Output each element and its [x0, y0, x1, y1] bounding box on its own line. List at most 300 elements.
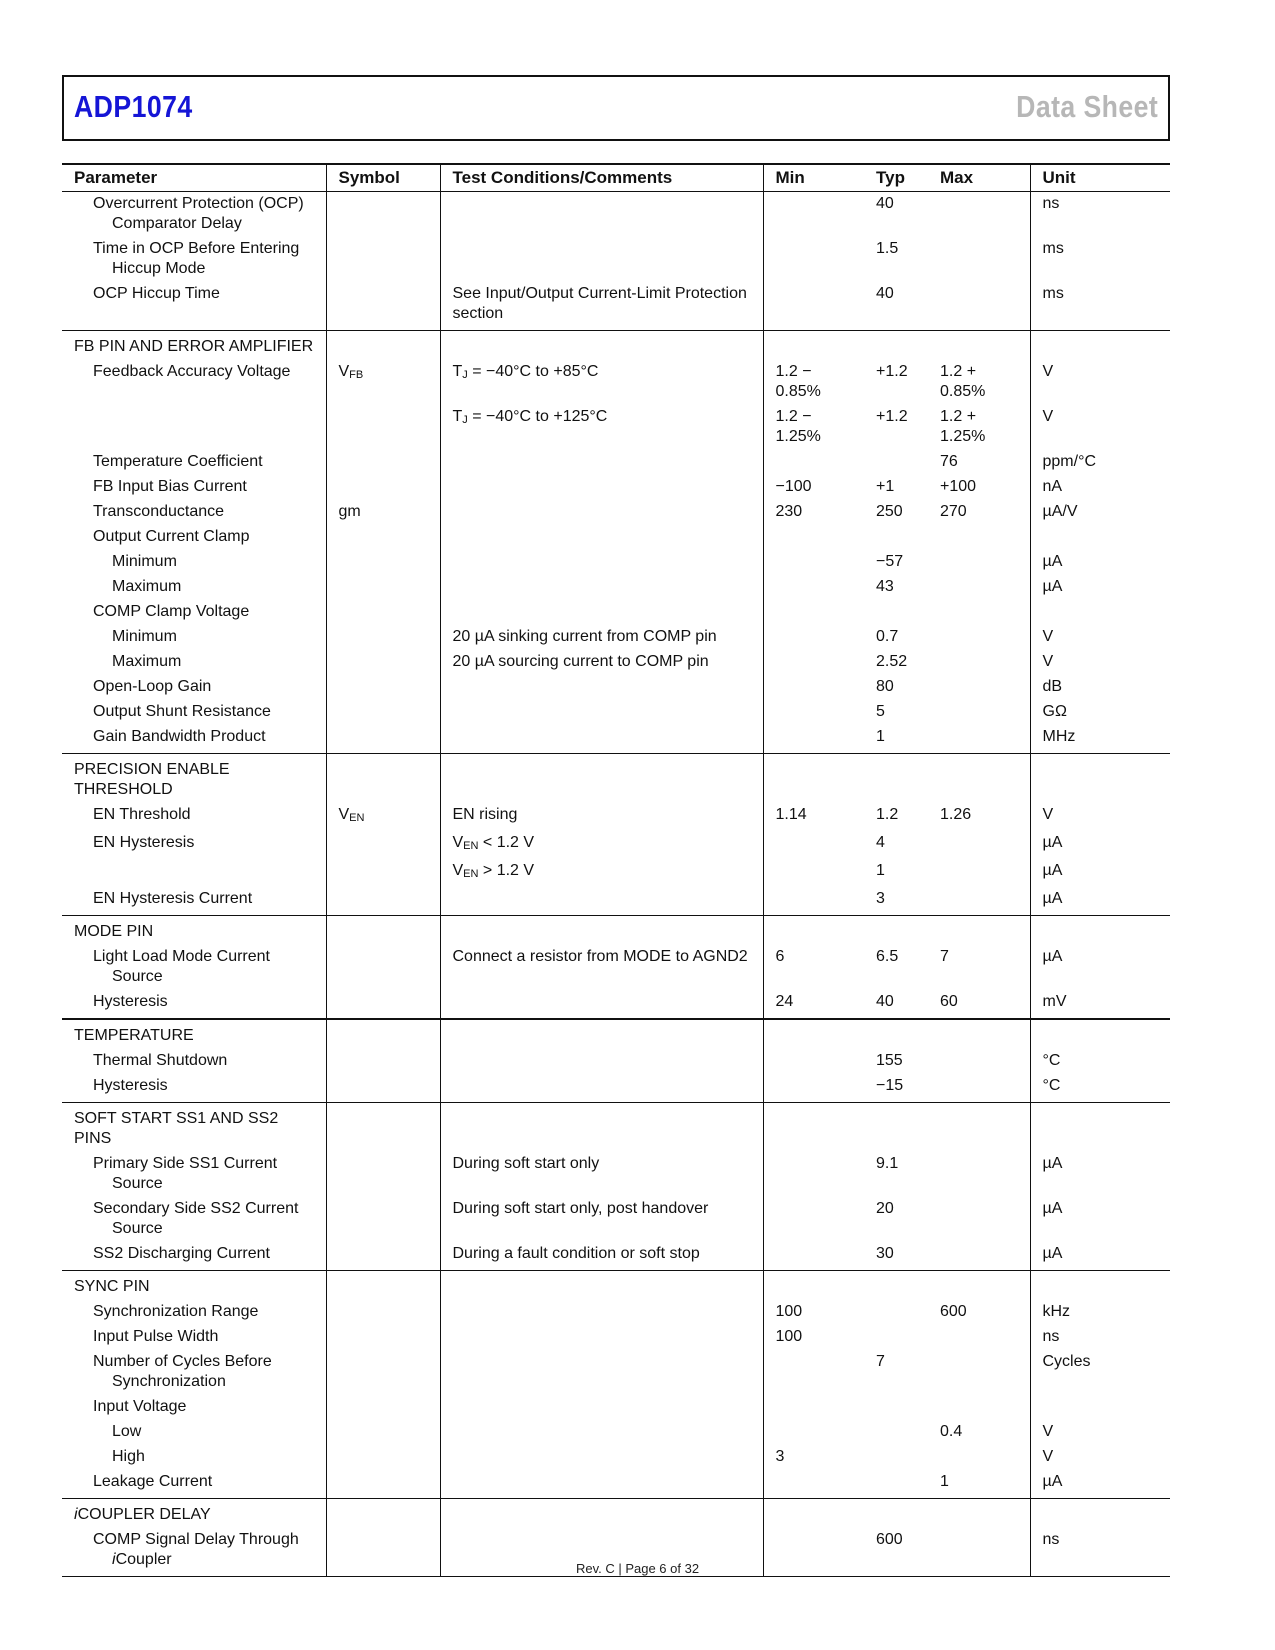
cell-parameter — [62, 282, 326, 331]
cell-symbol — [326, 1103, 440, 1153]
cell-conditions — [440, 1049, 763, 1074]
typ-text: 40 — [876, 195, 894, 212]
cell-min — [763, 1499, 864, 1529]
unit-text: GΩ — [1042, 703, 1067, 720]
parameter-label-continued — [93, 1174, 320, 1194]
cell-max — [928, 625, 1030, 650]
unit-text: µA — [1042, 553, 1063, 570]
cell-min — [763, 331, 864, 361]
cell-parameter — [62, 1103, 326, 1153]
cell-min — [763, 1049, 864, 1074]
cell-typ — [864, 859, 928, 887]
cell-conditions — [440, 405, 763, 450]
unit-text: ppm/°C — [1042, 453, 1097, 470]
table-row — [62, 575, 1170, 600]
cell-max — [928, 550, 1030, 575]
cell-parameter — [62, 475, 326, 500]
cell-unit — [1030, 754, 1170, 804]
table-row — [62, 1325, 1170, 1350]
table-row — [62, 754, 1170, 804]
cell-symbol — [326, 675, 440, 700]
cell-min — [763, 360, 864, 405]
unit-text: kHz — [1042, 1303, 1071, 1320]
conditions-text-rest: = −40°C to +85°C — [467, 363, 599, 380]
typ-text: 1 — [876, 862, 885, 879]
cell-typ — [864, 1242, 928, 1271]
table-row — [62, 859, 1170, 887]
cell-conditions — [440, 360, 763, 405]
unit-text: dB — [1042, 678, 1063, 695]
cell-max — [928, 237, 1030, 282]
cell-conditions — [440, 700, 763, 725]
cell-symbol — [326, 803, 440, 831]
parameter-label: OCP Hiccup Time — [93, 285, 220, 302]
parameter-italic-prefix: i — [112, 1551, 116, 1568]
parameter-label: Primary Side SS1 Current — [93, 1155, 278, 1172]
typ-text: 1 — [876, 728, 885, 745]
typ-text: −15 — [876, 1077, 904, 1094]
parameter-label: Overcurrent Protection (OCP) — [93, 195, 304, 212]
conditions-text: See Input/Output Current-Limit Protection — [452, 285, 747, 302]
symbol-subscript: FB — [349, 369, 364, 381]
cell-min — [763, 450, 864, 475]
col-header-typ: Typ — [864, 164, 928, 192]
cell-unit — [1030, 887, 1170, 916]
cell-conditions — [440, 803, 763, 831]
parameter-label: Minimum — [112, 628, 177, 645]
cell-unit — [1030, 331, 1170, 361]
parameter-label: COUPLER DELAY — [77, 1506, 211, 1523]
parameter-label: SYNC PIN — [74, 1278, 150, 1295]
table-row — [62, 803, 1170, 831]
cell-unit — [1030, 525, 1170, 550]
cell-conditions — [440, 945, 763, 990]
cell-conditions — [440, 600, 763, 625]
table-row — [62, 700, 1170, 725]
cell-unit — [1030, 1103, 1170, 1153]
cell-min — [763, 1242, 864, 1271]
cell-conditions — [440, 1420, 763, 1445]
unit-text: V — [1042, 408, 1054, 425]
cell-max — [928, 1300, 1030, 1325]
parameter-label: Low — [112, 1423, 142, 1440]
cell-parameter — [62, 1019, 326, 1049]
unit-text: V — [1042, 363, 1054, 380]
typ-text: 40 — [876, 993, 894, 1010]
cell-symbol — [326, 1470, 440, 1499]
cell-max — [928, 405, 1030, 450]
cell-max — [928, 331, 1030, 361]
cell-parameter — [62, 525, 326, 550]
cell-symbol — [326, 360, 440, 405]
cell-parameter — [62, 1420, 326, 1445]
page-header — [62, 75, 1170, 141]
table-row — [62, 1103, 1170, 1153]
cell-min — [763, 1395, 864, 1420]
cell-conditions — [440, 675, 763, 700]
cell-symbol — [326, 1325, 440, 1350]
cell-min — [763, 990, 864, 1019]
cell-parameter — [62, 887, 326, 916]
table-row — [62, 331, 1170, 361]
cell-parameter — [62, 600, 326, 625]
cell-unit — [1030, 1300, 1170, 1325]
cell-conditions — [440, 1197, 763, 1242]
table-row — [62, 916, 1170, 946]
parameter-label: Secondary Side SS2 Current — [93, 1200, 299, 1217]
cell-conditions — [440, 754, 763, 804]
cell-min — [763, 1197, 864, 1242]
typ-text: 5 — [876, 703, 885, 720]
cell-symbol — [326, 192, 440, 238]
table-row — [62, 360, 1170, 405]
cell-unit — [1030, 990, 1170, 1019]
typ-text: 9.1 — [876, 1155, 899, 1172]
cell-unit — [1030, 237, 1170, 282]
cell-max — [928, 600, 1030, 625]
cell-max — [928, 450, 1030, 475]
unit-text: ns — [1042, 195, 1060, 212]
cell-parameter — [62, 916, 326, 946]
cell-symbol — [326, 1242, 440, 1271]
table-row — [62, 550, 1170, 575]
typ-text: 0.7 — [876, 628, 899, 645]
cell-unit — [1030, 360, 1170, 405]
cell-min — [763, 1074, 864, 1103]
max-text: 270 — [940, 503, 967, 520]
parameter-label-continued — [93, 1219, 320, 1239]
cell-typ — [864, 945, 928, 990]
cell-symbol — [326, 1197, 440, 1242]
cell-typ — [864, 887, 928, 916]
cell-min — [763, 1420, 864, 1445]
cell-symbol — [326, 600, 440, 625]
cell-typ — [864, 754, 928, 804]
cell-conditions — [440, 192, 763, 238]
typ-text: 600 — [876, 1531, 903, 1548]
cell-min — [763, 1271, 864, 1301]
table-row — [62, 1300, 1170, 1325]
cell-typ — [864, 1049, 928, 1074]
cell-symbol — [326, 550, 440, 575]
cell-conditions — [440, 1300, 763, 1325]
typ-text: 250 — [876, 503, 903, 520]
cell-max — [928, 725, 1030, 754]
conditions-text: V — [452, 834, 464, 851]
cell-symbol — [326, 990, 440, 1019]
col-header-symbol: Symbol — [326, 164, 440, 192]
typ-text: 3 — [876, 890, 885, 907]
cell-symbol — [326, 725, 440, 754]
parameter-label: High — [112, 1448, 145, 1465]
conditions-text: V — [452, 862, 464, 879]
cell-max — [928, 500, 1030, 525]
typ-text: 40 — [876, 285, 894, 302]
max-text: 60 — [940, 993, 958, 1010]
unit-text: V — [1042, 628, 1054, 645]
cell-min — [763, 887, 864, 916]
cell-unit — [1030, 450, 1170, 475]
cell-typ — [864, 1445, 928, 1470]
cell-unit — [1030, 1499, 1170, 1529]
cell-typ — [864, 1271, 928, 1301]
cell-unit — [1030, 1197, 1170, 1242]
cell-max — [928, 1197, 1030, 1242]
cell-parameter — [62, 859, 326, 887]
typ-text: 2.52 — [876, 653, 908, 670]
cell-unit — [1030, 625, 1170, 650]
cell-conditions — [440, 1445, 763, 1470]
cell-unit — [1030, 916, 1170, 946]
conditions-text: 20 µA sinking current from COMP pin — [452, 628, 717, 645]
parameter-label-continued — [93, 967, 320, 987]
unit-text: V — [1042, 1423, 1054, 1440]
table-header-row — [62, 164, 1170, 192]
cell-parameter — [62, 360, 326, 405]
parameter-label: Light Load Mode Current — [93, 948, 270, 965]
parameter-label: COMP Clamp Voltage — [93, 603, 250, 620]
max-text: 1.2 + 1.25% — [940, 408, 986, 445]
parameter-label: MODE PIN — [74, 923, 154, 940]
table-row — [62, 1395, 1170, 1420]
min-text: 1.2 − 0.85% — [775, 363, 821, 400]
unit-text: ms — [1042, 240, 1064, 257]
cell-unit — [1030, 1271, 1170, 1301]
parameter-label: Transconductance — [93, 503, 225, 520]
cell-unit — [1030, 1242, 1170, 1271]
unit-text: nA — [1042, 478, 1063, 495]
conditions-text: EN rising — [452, 806, 518, 823]
conditions-subscript: EN — [463, 868, 479, 880]
table-row — [62, 1019, 1170, 1049]
unit-text: MHz — [1042, 728, 1076, 745]
cell-symbol — [326, 1019, 440, 1049]
cell-symbol — [326, 450, 440, 475]
cell-typ — [864, 650, 928, 675]
table-row — [62, 1271, 1170, 1301]
parameter-label: Hysteresis — [93, 1077, 168, 1094]
cell-unit — [1030, 1074, 1170, 1103]
symbol-text: gm — [338, 503, 361, 520]
cell-conditions — [440, 990, 763, 1019]
cell-parameter — [62, 725, 326, 754]
cell-unit — [1030, 1420, 1170, 1445]
cell-symbol — [326, 831, 440, 859]
cell-symbol — [326, 405, 440, 450]
cell-max — [928, 475, 1030, 500]
cell-typ — [864, 450, 928, 475]
cell-max — [928, 1242, 1030, 1271]
cell-min — [763, 1350, 864, 1395]
parameter-label: Output Current Clamp — [93, 528, 250, 545]
cell-typ — [864, 1395, 928, 1420]
cell-max — [928, 1350, 1030, 1395]
table-row — [62, 1242, 1170, 1271]
min-text: 230 — [775, 503, 803, 520]
table-row — [62, 1445, 1170, 1470]
cell-unit — [1030, 803, 1170, 831]
cell-parameter — [62, 831, 326, 859]
cell-max — [928, 1420, 1030, 1445]
conditions-text: During soft start only — [452, 1155, 600, 1172]
cell-unit — [1030, 725, 1170, 754]
parameter-label-continued-text: Source — [112, 1175, 163, 1192]
cell-typ — [864, 916, 928, 946]
table-row — [62, 1152, 1170, 1197]
min-text: 24 — [775, 993, 794, 1010]
cell-parameter — [62, 754, 326, 804]
cell-typ — [864, 525, 928, 550]
cell-typ — [864, 700, 928, 725]
cell-unit — [1030, 1152, 1170, 1197]
min-text: −100 — [775, 478, 812, 495]
parameter-label: Synchronization Range — [93, 1303, 259, 1320]
cell-typ — [864, 1470, 928, 1499]
parameter-label: Time in OCP Before Entering — [93, 240, 300, 257]
table-row — [62, 192, 1170, 238]
cell-parameter — [62, 1300, 326, 1325]
table-row — [62, 675, 1170, 700]
cell-symbol — [326, 1499, 440, 1529]
cell-unit — [1030, 1395, 1170, 1420]
unit-text: µA — [1042, 1200, 1063, 1217]
cell-min — [763, 859, 864, 887]
conditions-text: Connect a resistor from MODE to AGND2 — [452, 948, 748, 965]
cell-typ — [864, 192, 928, 238]
table-row — [62, 600, 1170, 625]
parameter-label: Number of Cycles Before — [93, 1353, 272, 1370]
typ-text: 43 — [876, 578, 894, 595]
cell-conditions — [440, 650, 763, 675]
parameter-label-continued-text: Synchronization — [112, 1373, 226, 1390]
max-text: +100 — [940, 478, 977, 495]
part-number: ADP1074 — [74, 89, 193, 124]
cell-typ — [864, 360, 928, 405]
cell-conditions — [440, 525, 763, 550]
cell-conditions — [440, 1019, 763, 1049]
cell-parameter — [62, 1271, 326, 1301]
cell-conditions — [440, 1103, 763, 1153]
cell-typ — [864, 405, 928, 450]
cell-symbol — [326, 1395, 440, 1420]
unit-text: ns — [1042, 1531, 1060, 1548]
cell-max — [928, 700, 1030, 725]
document-type: Data Sheet — [1015, 89, 1158, 124]
cell-min — [763, 192, 864, 238]
cell-conditions — [440, 1350, 763, 1395]
table-row — [62, 405, 1170, 450]
cell-typ — [864, 831, 928, 859]
conditions-text-rest: < 1.2 V — [478, 834, 535, 851]
table-row — [62, 1420, 1170, 1445]
conditions-text-rest: > 1.2 V — [478, 862, 535, 879]
parameter-label: EN Hysteresis Current — [93, 890, 253, 907]
unit-text: ns — [1042, 1328, 1060, 1345]
table-row — [62, 945, 1170, 990]
cell-symbol — [326, 331, 440, 361]
table-row — [62, 990, 1170, 1019]
cell-typ — [864, 1074, 928, 1103]
cell-symbol — [326, 500, 440, 525]
cell-min — [763, 550, 864, 575]
cell-conditions — [440, 1499, 763, 1529]
cell-max — [928, 575, 1030, 600]
cell-parameter — [62, 990, 326, 1019]
cell-symbol — [326, 700, 440, 725]
cell-max — [928, 360, 1030, 405]
unit-text: µA/V — [1042, 503, 1078, 520]
min-text: 1.2 − 1.25% — [775, 408, 821, 445]
cell-parameter — [62, 1152, 326, 1197]
cell-max — [928, 1074, 1030, 1103]
cell-symbol — [326, 916, 440, 946]
unit-text: V — [1042, 806, 1054, 823]
cell-typ — [864, 625, 928, 650]
cell-conditions — [440, 237, 763, 282]
col-header-min: Min — [763, 164, 864, 192]
parameter-label: EN Threshold — [93, 806, 191, 823]
cell-parameter — [62, 1325, 326, 1350]
cell-unit — [1030, 475, 1170, 500]
cell-parameter — [62, 1350, 326, 1395]
col-header-conditions: Test Conditions/Comments — [440, 164, 763, 192]
col-header-max: Max — [928, 164, 1030, 192]
cell-unit — [1030, 1470, 1170, 1499]
max-text: 1.26 — [940, 806, 972, 823]
cell-typ — [864, 282, 928, 331]
parameter-label: Leakage Current — [93, 1473, 213, 1490]
typ-text: 1.5 — [876, 240, 899, 257]
cell-parameter — [62, 1074, 326, 1103]
cell-min — [763, 525, 864, 550]
cell-min — [763, 475, 864, 500]
cell-unit — [1030, 859, 1170, 887]
max-text: 0.4 — [940, 1423, 963, 1440]
typ-text: −57 — [876, 553, 904, 570]
conditions-text: 20 µA sourcing current to COMP pin — [452, 653, 709, 670]
cell-max — [928, 1325, 1030, 1350]
typ-text: 20 — [876, 1200, 894, 1217]
cell-min — [763, 625, 864, 650]
cell-parameter — [62, 450, 326, 475]
unit-text: µA — [1042, 890, 1063, 907]
cell-typ — [864, 990, 928, 1019]
cell-symbol — [326, 625, 440, 650]
cell-unit — [1030, 575, 1170, 600]
cell-parameter — [62, 575, 326, 600]
parameter-label: Open-Loop Gain — [93, 678, 212, 695]
min-text: 1.14 — [775, 806, 807, 823]
cell-min — [763, 1445, 864, 1470]
min-text: 100 — [775, 1328, 803, 1345]
table-row — [62, 282, 1170, 331]
cell-min — [763, 945, 864, 990]
conditions-text: During a fault condition or soft stop — [452, 1245, 700, 1262]
cell-symbol — [326, 1420, 440, 1445]
parameter-italic-prefix: i — [74, 1506, 78, 1523]
cell-parameter — [62, 675, 326, 700]
unit-text: µA — [1042, 578, 1063, 595]
cell-parameter — [62, 1395, 326, 1420]
parameter-label-continued-text: Comparator Delay — [112, 215, 242, 232]
parameter-label: Thermal Shutdown — [93, 1052, 228, 1069]
cell-unit — [1030, 1019, 1170, 1049]
parameter-label: Maximum — [112, 578, 182, 595]
cell-max — [928, 192, 1030, 238]
table-row — [62, 887, 1170, 916]
unit-text: µA — [1042, 948, 1063, 965]
cell-min — [763, 237, 864, 282]
